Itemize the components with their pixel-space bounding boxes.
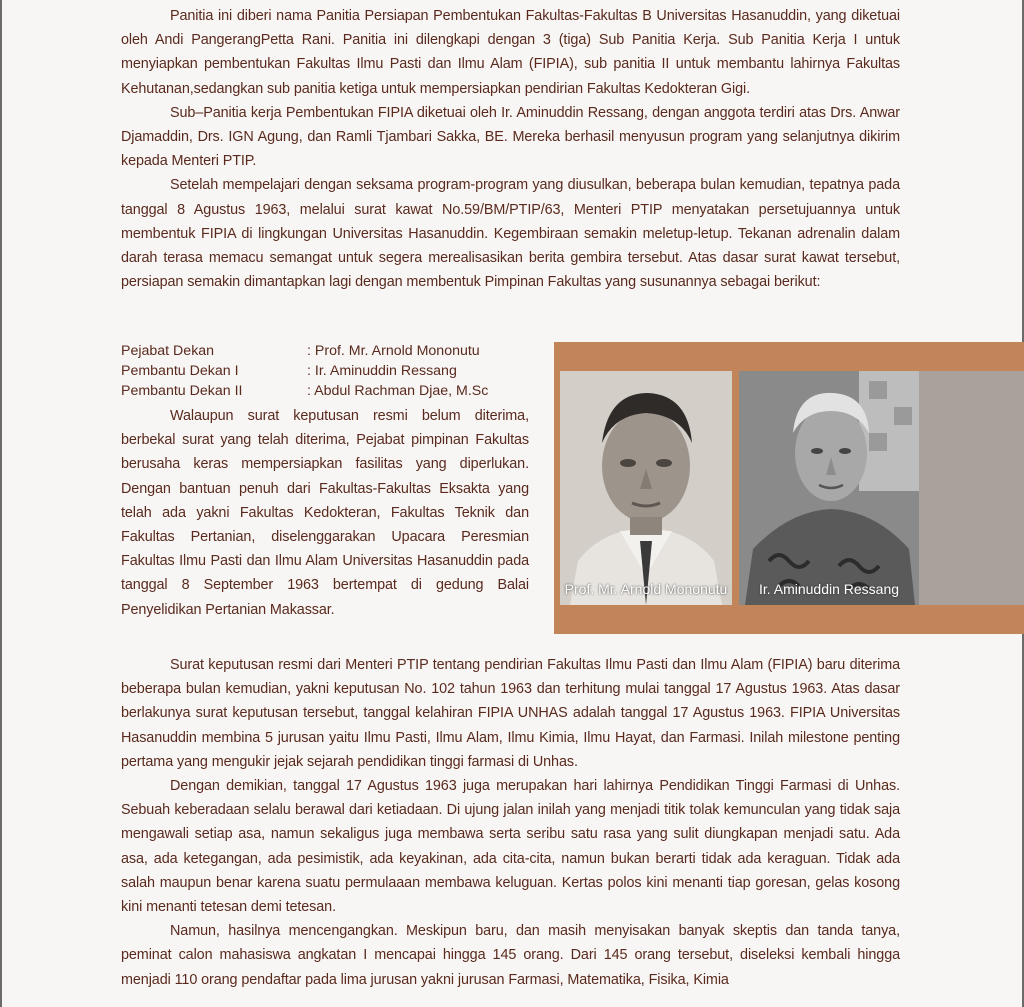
page-edge-left bbox=[0, 0, 2, 1007]
officer-name: : Abdul Rachman Djae, M.Sc bbox=[307, 383, 489, 399]
photo-background-strip bbox=[919, 371, 1024, 605]
paragraph-dengan-demikian: Dengan demikian, tanggal 17 Agustus 1963 juga merupakan hari lahirnya Pendidikan Tinggi Farmasi di Unhas. Sebuah keberadaan selalu berawal dari ketiadaan. Di ujung jalan inilah yang menjadi titik tolak kemunculan yang tidak saja mengawali setiap asa, namun sekaligus juga membawa serta seribu satu rasa yang sulit diungkapan menjadi satu. Ada asa, ada ketegangan, ada pesimistik, ada keyakinan, ada cita-cita, namun bukan berarti tidak ada keraguan. Tidak ada salah maupun benar karena suatu permulaaan membawa keluguan. Kertas polos kini menanti tiap goresan, gelas kosong kini menanti tetesan demi tetesan. bbox=[121, 778, 900, 916]
photo-caption: Prof. Mr. Arnold Mononutu bbox=[564, 581, 728, 597]
portrait-photo-mononutu bbox=[560, 371, 732, 605]
paragraph-hasilnya: Namun, hasilnya mencengangkan. Meskipun baru, dan masih menyisakan banyak skeptis dan tanda tanya, peminat calon mahasiswa angkatan I mencapai hingga 145 orang. Dari 145 orang tersebut, diseleksi kembali hingga menjadi 110 orang pendaftar pada lima jurusan yakni jurusan Farmasi, Matematika, Fisika, Kimia bbox=[121, 923, 900, 988]
officer-row bbox=[121, 361, 541, 381]
officer-role: Pejabat Dekan bbox=[121, 343, 215, 359]
paragraph-peresmian: Walaupun surat keputusan resmi belum diterima, berbekal surat yang telah diterima, Pejabat pimpinan Fakultas berusaha keras mempersiapkan fasilitas yang diperlukan. Dengan bantuan penuh dari Fakultas-Fakultas Eksakta yang telah ada yakni Fakultas Kedokteran, Fakultas Teknik dan Fakultas Pertanian, diselenggarakan Upacara Peresmian Fakultas Ilmu Pasti dan Ilmu Alam Universitas Hasanuddin pada tanggal 8 September 1963 bertempat di gedung Balai Penyelidikan Pertanian Makassar. bbox=[121, 408, 529, 618]
paragraph-sub-panitia: Sub–Panitia kerja Pembentukan FIPIA diketuai oleh Ir. Aminuddin Ressang, dengan anggota terdiri atas Drs. Anwar Djamaddin, Drs. IGN Agung, dan Ramli Tjambari Sakka, BE. Mereka berhasil menyusun program yang selanjutnya dikirim kepada Menteri PTIP. bbox=[121, 104, 900, 170]
top-text-block bbox=[121, 4, 900, 294]
officers-list bbox=[121, 341, 541, 401]
portrait-illustration-2 bbox=[739, 371, 919, 605]
paragraph-surat-keputusan: Surat keputusan resmi dari Menteri PTIP tentang pendirian Fakultas Ilmu Pasti dan Ilmu Alam (FIPIA) baru diterima beberapa bulan kemudian, yakni keputusan No. 102 tahun 1963 dan terhitung mulai tanggal 17 Agustus 1963. Atas dasar berlakunya surat keputusan tersebut, tanggal kelahiran FIPIA UNHAS adalah tanggal 17 Agustus 1963. FIPIA Universitas Hasanuddin membina 5 jurusan yaitu Ilmu Pasti, Ilmu Alam, Ilmu Kimia, Ilmu Hayat, dan Farmasi. Inilah milestone penting pertama yang mengukir jejak sejarah pendidikan tinggi farmasi di Unhas. bbox=[121, 657, 900, 770]
portrait-illustration-1 bbox=[560, 371, 732, 605]
paragraph-persetujuan: Setelah mempelajari dengan seksama program-program yang diusulkan, beberapa bulan kemudian, tepatnya pada tanggal 8 Agustus 1963, melalui surat kawat No.59/BM/PTIP/63, Menteri PTIP menyatakan persetujuannya untuk membentuk FIPIA di lingkungan Universitas Hasanuddin. Kegembiraan semakin meletup-letup. Tekanan adrenalin dalam darah terasa memacu semangat untuk segera merealisasikan berita gembira tersebut. Atas dasar surat kawat tersebut, persiapan semakin dimantapkan lagi dengan membentuk Pimpinan Fakultas yang susunannya sebagai berikut: bbox=[121, 177, 900, 291]
officer-name: : Prof. Mr. Arnold Mononutu bbox=[307, 343, 480, 359]
officer-name: : Ir. Aminuddin Ressang bbox=[307, 363, 457, 379]
officer-row bbox=[121, 341, 541, 361]
narrow-text-block bbox=[121, 404, 529, 622]
officer-role: Pembantu Dekan II bbox=[121, 383, 243, 399]
photo-panel bbox=[554, 342, 1024, 634]
officer-row bbox=[121, 381, 541, 401]
portrait-photo-ressang bbox=[739, 371, 919, 605]
officer-role: Pembantu Dekan I bbox=[121, 363, 239, 379]
paragraph-panitia: Panitia ini diberi nama Panitia Persiapan Pembentukan Fakultas-Fakultas B Universitas Hasanuddin, yang diketuai oleh Andi PangerangPetta Rani. Panitia ini dilengkapi dengan 3 (tiga) Sub Panitia Kerja. Sub Panitia Kerja I untuk menyiapkan pembentukan Fakultas Ilmu Pasti dan Ilmu Alam (FIPIA), sub panitia II untuk membantu lahirnya Fakultas Kehutanan,sedangkan sub panitia ketiga untuk mempersiapkan pendirian Fakultas Kedokteran Gigi. bbox=[121, 8, 900, 97]
bottom-text-block bbox=[121, 653, 900, 992]
photo-caption: Ir. Aminuddin Ressang bbox=[758, 581, 900, 597]
